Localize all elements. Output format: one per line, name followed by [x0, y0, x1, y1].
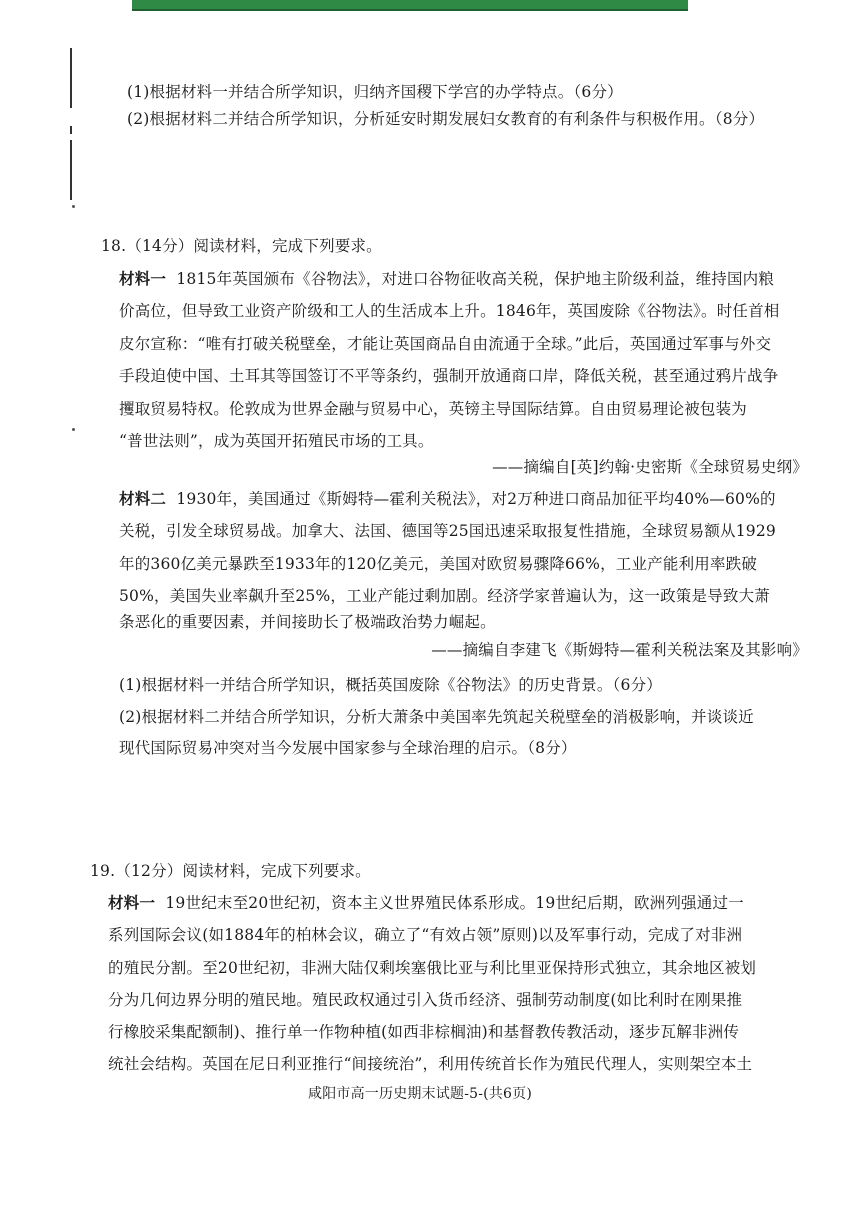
q18-material2-label: 材料二	[119, 489, 167, 508]
q17-sub1: (1)根据材料一并结合所学知识，归纳齐国稷下学宫的办学特点。（6分）	[127, 83, 623, 101]
q19-material1-line: 行橡胶采集配额制)、推行单一作物种植(如西非棕榈油)和基督教传教活动，逐步瓦解非洲传	[108, 1023, 740, 1041]
q18-sub2-line: (2)根据材料二并结合所学知识，分析大萧条中美国率先筑起关税壁垒的消极影响，并谈谈近	[119, 708, 754, 726]
q18-material2-source: ——摘编自李建飞《斯姆特—霍利关税法案及其影响》	[431, 641, 808, 659]
q19-material1-line: 材料一 19世纪末至20世纪初，资本主义世界殖民体系形成。19世纪后期，欧洲列强通过一	[108, 893, 744, 912]
q19-material1-line: 的殖民分割。至20世纪初，非洲大陆仅剩埃塞俄比亚与利比里亚保持形式独立，其余地区被划	[108, 959, 757, 977]
q18-heading: 18.（14分）阅读材料，完成下列要求。	[101, 237, 382, 255]
q18-material2-line: 关税，引发全球贸易战。加拿大、法国、德国等25国迅速采取报复性措施，全球贸易额从1929	[119, 522, 776, 540]
q19-material1-line: 统社会结构。英国在尼日利亚推行“间接统治”，利用传统首长作为殖民代理人，实则架空本土	[108, 1055, 753, 1073]
q19-material1-line: 分为几何边界分明的殖民地。殖民政权通过引入货币经济、强制劳动制度(如比利时在刚果推	[108, 991, 743, 1009]
q18-material1-source: ——摘编自[英]约翰·史密斯《全球贸易史纲》	[492, 458, 808, 476]
q18-material2-line: 材料二 1930年，美国通过《斯姆特—霍利关税法》，对2万种进口商品加征平均40%—60%的	[119, 489, 776, 508]
q18-sub2-line: 现代国际贸易冲突对当今发展中国家参与全球治理的启示。（8分）	[119, 739, 577, 757]
q18-material1-line: 价高位，但导致工业资产阶级和工人的生活成本上升。1846年，英国废除《谷物法》。时任首相	[119, 302, 780, 320]
top-green-band	[132, 0, 688, 11]
q18-material1-label: 材料一	[119, 269, 167, 288]
q18-material1-line: “普世法则”，成为英国开拓殖民市场的工具。	[119, 432, 434, 450]
q18-sub1: (1)根据材料一并结合所学知识，概括英国废除《谷物法》的历史背景。（6分）	[119, 676, 662, 694]
q19-material1-line: 系列国际会议(如1884年的柏林会议，确立了“有效占领”原则)以及军事行动，完成了对非洲	[108, 926, 743, 944]
q19-heading: 19.（12分）阅读材料，完成下列要求。	[90, 862, 371, 880]
q17-sub2: (2)根据材料二并结合所学知识，分析延安时期发展妇女教育的有利条件与积极作用。（8分）	[127, 110, 765, 128]
scan-speck	[72, 205, 75, 208]
q18-material1-line: 材料一 1815年英国颁布《谷物法》，对进口谷物征收高关税，保护地主阶级利益，维持国内粮	[119, 269, 775, 288]
q19-material1-label: 材料一	[108, 893, 156, 912]
q18-material1-line: 攫取贸易特权。伦敦成为世界金融与贸易中心，英镑主导国际结算。自由贸易理论被包装为	[119, 400, 748, 418]
q18-material1-line: 皮尔宣称：“唯有打破关税壁垒，才能让英国商品自由流通于全球。”此后，英国通过军事与外交	[119, 335, 772, 353]
q18-material2-line: 年的360亿美元暴跌至1933年的120亿美元，美国对欧贸易骤降66%，工业产能利用率跌破	[119, 555, 758, 573]
scan-speck	[72, 428, 75, 431]
page-footer: 咸阳市高一历史期末试题-5-(共6页)	[308, 1086, 532, 1102]
q18-material2-line: 50%，美国失业率飙升至25%，工业产能过剩加剧。经济学家普遍认为，这一政策是导致大萧	[119, 587, 771, 605]
q18-material1-line: 手段迫使中国、土耳其等国签订不平等条约，强制开放通商口岸，降低关税，甚至通过鸦片战争	[119, 367, 779, 385]
q18-material2-line: 条恶化的重要因素，并间接助长了极端政治势力崛起。	[119, 613, 496, 631]
